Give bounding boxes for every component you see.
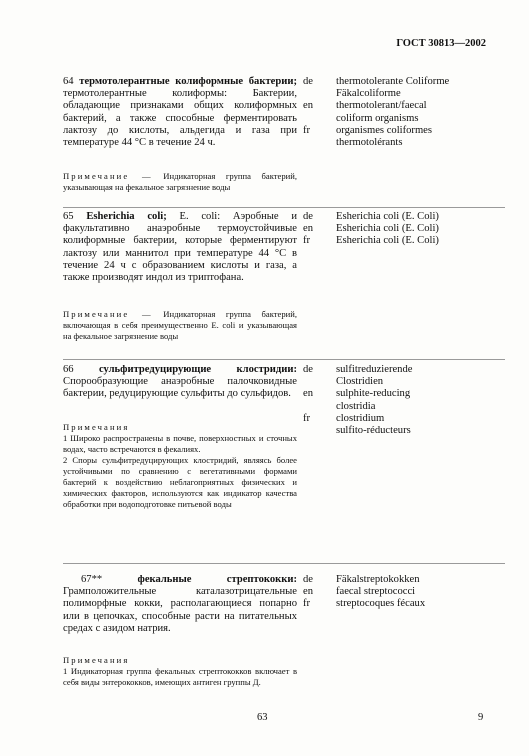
equivalent-term: clostridia <box>336 400 376 412</box>
separator-line <box>63 359 505 360</box>
entry-67-definition <box>63 574 297 635</box>
equivalent-term: coliform organisms <box>336 112 419 124</box>
entry-66-languages <box>303 364 313 425</box>
note-text: Индикаторная группа бактерий, указывающая на фекальное загрязнение воды <box>63 171 297 192</box>
entry-64-note <box>63 171 297 193</box>
equivalent-term: sulfito-réducteurs <box>336 425 411 437</box>
lang-code: de <box>303 211 313 222</box>
note-heading: Примечания <box>63 655 130 665</box>
entry-66-definition <box>63 364 297 401</box>
entry-number: 64 <box>63 76 74 87</box>
lang-code: de <box>303 76 313 87</box>
entry-66-notes <box>63 422 297 510</box>
separator-line <box>63 563 505 564</box>
entry-64-definition <box>63 76 297 149</box>
entry-text: термотолерантные колиформы: Бактерии, обладающие признаками общих колиформных бактерий, а также способные ферментировать лактозу до кислоты, альдегида и газа при температуре 44 °С в течение 24 ч. <box>63 88 297 149</box>
entry-66-equivalents <box>336 364 496 437</box>
note-item: 1 Индикаторная группа фекальных стрептококков включает в себя виды энтерококков, имеющих антиген группы Д. <box>63 666 297 687</box>
equivalent-term: thermotolerante Coliforme <box>336 76 450 87</box>
entry-text: E. coli: Аэробные и факультативно анаэробные термоустойчивые колиформные бактерии, которые ферментируют лактозу или маннитол при температуре 44 °С в течение 24 ч с образованием кислоты и газа, а также производят индол из триптофана. <box>63 211 298 284</box>
lang-code: fr <box>303 598 311 610</box>
equivalent-term: thermotolérants <box>336 137 403 149</box>
equivalent-term: Clostridien <box>336 376 384 388</box>
note-heading: Примечание — <box>63 309 153 319</box>
entry-64-equivalents <box>336 76 496 149</box>
page-number-right: 9 <box>478 712 484 723</box>
equivalent-term: Esherichia coli (E. Coli) <box>336 211 439 222</box>
lang-code: en <box>303 388 313 400</box>
equivalent-term: Esherichia coli (E. Coli) <box>336 223 439 235</box>
lang-code: en <box>303 223 313 235</box>
separator-line <box>63 207 505 208</box>
entry-text: Спорообразующие анаэробные палочковидные бактерии, редуцирующие сульфиты до сульфидов. <box>63 376 297 400</box>
lang-code: fr <box>303 124 311 136</box>
lang-code: fr <box>303 412 311 424</box>
entry-term: сульфитредуцирующие клостридии: <box>99 364 297 375</box>
entry-64-languages <box>303 76 313 137</box>
lang-code: en <box>303 586 313 598</box>
lang-code: de <box>303 574 313 585</box>
equivalent-term: Fäkalcoliforme <box>336 88 401 100</box>
entry-number: 66 <box>63 364 74 375</box>
note-text: Индикаторная группа бактерий, включающая в себя преимущественно E. coli и указывающая на фекальное загрязнение воды <box>63 309 297 341</box>
entry-67-languages <box>303 574 313 611</box>
entry-number: 67** <box>81 574 103 585</box>
note-item: 1 Широко распространены в почве, поверхностных и сточных водах, часто встречаются в фекалиях. <box>63 433 297 454</box>
note-heading: Примечания <box>63 422 130 432</box>
entry-term: Esherichia coli; <box>86 211 167 222</box>
entry-term: фекальные стрептококки: <box>137 574 297 585</box>
equivalent-term: streptocoques fécaux <box>336 598 426 610</box>
equivalent-term: organismes coliformes <box>336 124 433 136</box>
equivalent-term: sulphite-reducing <box>336 388 411 400</box>
entry-65-note <box>63 309 297 342</box>
equivalent-term: Fäkalstreptokokken <box>336 574 420 585</box>
equivalent-term: Esherichia coli (E. Coli) <box>336 235 439 247</box>
entry-67-notes <box>63 655 297 688</box>
standard-header: ГОСТ 30813—2002 <box>396 38 486 49</box>
entry-number: 65 <box>63 211 74 222</box>
equivalent-term: clostridium <box>336 412 385 424</box>
note-heading: Примечание — <box>63 171 153 181</box>
entry-text: Грамположительные каталазотрицательные полиморфные кокки, располагающиеся попарно или в цепочках, способные расти на питательных средах с азидом натрия. <box>63 586 297 634</box>
entry-65-equivalents <box>336 211 496 248</box>
entry-term: термотолерантные колиформные бактерии; <box>79 76 297 87</box>
entry-65-languages <box>303 211 313 248</box>
page-number-center: 63 <box>257 712 268 723</box>
lang-code: de <box>303 364 313 375</box>
entry-67-equivalents <box>336 574 496 611</box>
equivalent-term: thermotolerant/faecal <box>336 100 427 112</box>
entry-65-definition <box>63 211 297 284</box>
equivalent-term: faecal streptococci <box>336 586 416 598</box>
note-item: 2 Споры сульфитредуцирующих клостридий, являясь более устойчивыми по сравнению с вегетативными формами бактерий к воздействию неблагоприятных физических и химических факторов, используются как индикатор качества обработки при водоподготовке питьевой воды <box>63 455 297 509</box>
equivalent-term: sulfitreduzierende <box>336 364 413 375</box>
lang-code: fr <box>303 235 311 247</box>
lang-code: en <box>303 100 313 112</box>
